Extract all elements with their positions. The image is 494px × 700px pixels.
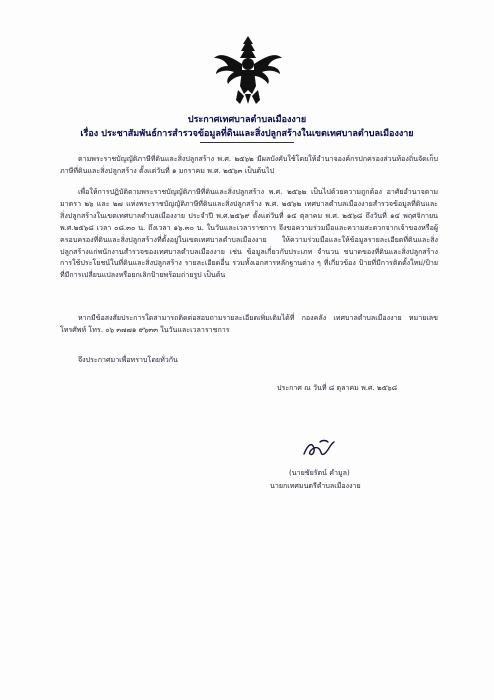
signer-name: (นายชัยรัตน์ คำมูล) bbox=[289, 468, 350, 477]
issue-date: ประกาศ ณ วันที่ ๘ ตุลาคม พ.ศ. ๒๕๖๘ bbox=[277, 383, 398, 392]
announcement-subject: เรื่อง ประชาสัมพันธ์การสำรวจข้อมูลที่ดินและสิ่งปลูกสร้างในเขตเทศบาลตำบลเมืองงาย bbox=[80, 129, 414, 139]
paragraph-contact-info: หากมีข้อสงสัยประการใดสามารถติดต่อสอบถามรายละเอียดเพิ่มเติมได้ที่ กองคลัง เทศบาลตำบลเมืองงาย หมายเลขโทรศัพท์ โทร. ๐๖ ๓๗๗๑ ๙๖๓๓ ในวันและเวลาราชการ bbox=[60, 313, 438, 334]
paragraph-closing: จึงประกาศมาเพื่อทราบโดยทั่วกัน bbox=[78, 355, 178, 364]
handwritten-signature bbox=[300, 436, 340, 460]
header-divider bbox=[200, 142, 294, 143]
paragraph-survey-details: เพื่อให้การปฏิบัติตามพระราชบัญญัติภาษีที่ดินและสิ่งปลูกสร้าง พ.ศ. ๒๕๖๒ เป็นไปด้วยความถูกต้อง อาศัยอำนาจตามมาตรา ๒๖ และ ๒๗ แห่งพระราชบัญญัติภาษีที่ดินและสิ่งปลูกสร้าง พ.ศ. ๒๕๖๒ เทศบาลตำบลเมืองงายสำรวจข้อมูลที่ดินและสิ่งปลูกสร้างในเขตเทศบาลตำบลเมืองงาย ประจำปี พ.ศ.๒๕๖๙ ตั้งแต่วันที่ ๑๔ ตุลาคม พ.ศ. ๒๕๖๘ ถึงวันที่ ๑๔ พฤศจิกายน พ.ศ.๒๕๖๘ เวลา ๐๘.๓๐ น. ถึงเวลา ๑๖.๓๐ น. ในวันและเวลาราชการ จึงขอความร่วมมือและความสะดวกจากเจ้าของหรือผู้ครอบครองที่ดินและสิ่งปลูกสร้างที่ตั้งอยู่ในเขตเทศบาลตำบลเมืองงาย ให้ความร่วมมือและให้ข้อมูลรายละเอียดที่ดินและสิ่งปลูกสร้างแก่พนักงานสำรวจของเทศบาลตำบลเมืองงาย เช่น ข้อมูลเกี่ยวกับประเภท จำนวน ขนาดของที่ดินและสิ่งปลูกสร้าง การใช้ประโยชน์ในที่ดินและสิ่งปลูกสร้าง รายละเอียดอื่น รวมทั้งเอกสารหลักฐานต่าง ๆ ที่เกี่ยวข้อง ป้ายที่มีการติดตั้งใหม่/ป้ายที่มีการเปลี่ยนแปลงหรือยกเลิกป้ายพร้อมถ่ายรูป เป็นต้น bbox=[60, 187, 438, 280]
paragraph-law-effective: ตามพระราชบัญญัติภาษีที่ดินและสิ่งปลูกสร้าง พ.ศ. ๒๕๖๒ มีผลบังคับใช้โดยให้อำนาจองค์กรปกครองส่วนท้องถิ่นจัดเก็บภาษีที่ดินและสิ่งปลูกสร้าง ตั้งแต่วันที่ ๑ มกราคม พ.ศ. ๒๕๖๓ เป็นต้นไป bbox=[60, 154, 438, 175]
signer-position: นายกเทศมนตรีตำบลเมืองงาย bbox=[270, 481, 361, 490]
garuda-emblem-icon bbox=[212, 34, 284, 106]
announcement-title: ประกาศเทศบาลตำบลเมืองงาย bbox=[187, 115, 307, 125]
